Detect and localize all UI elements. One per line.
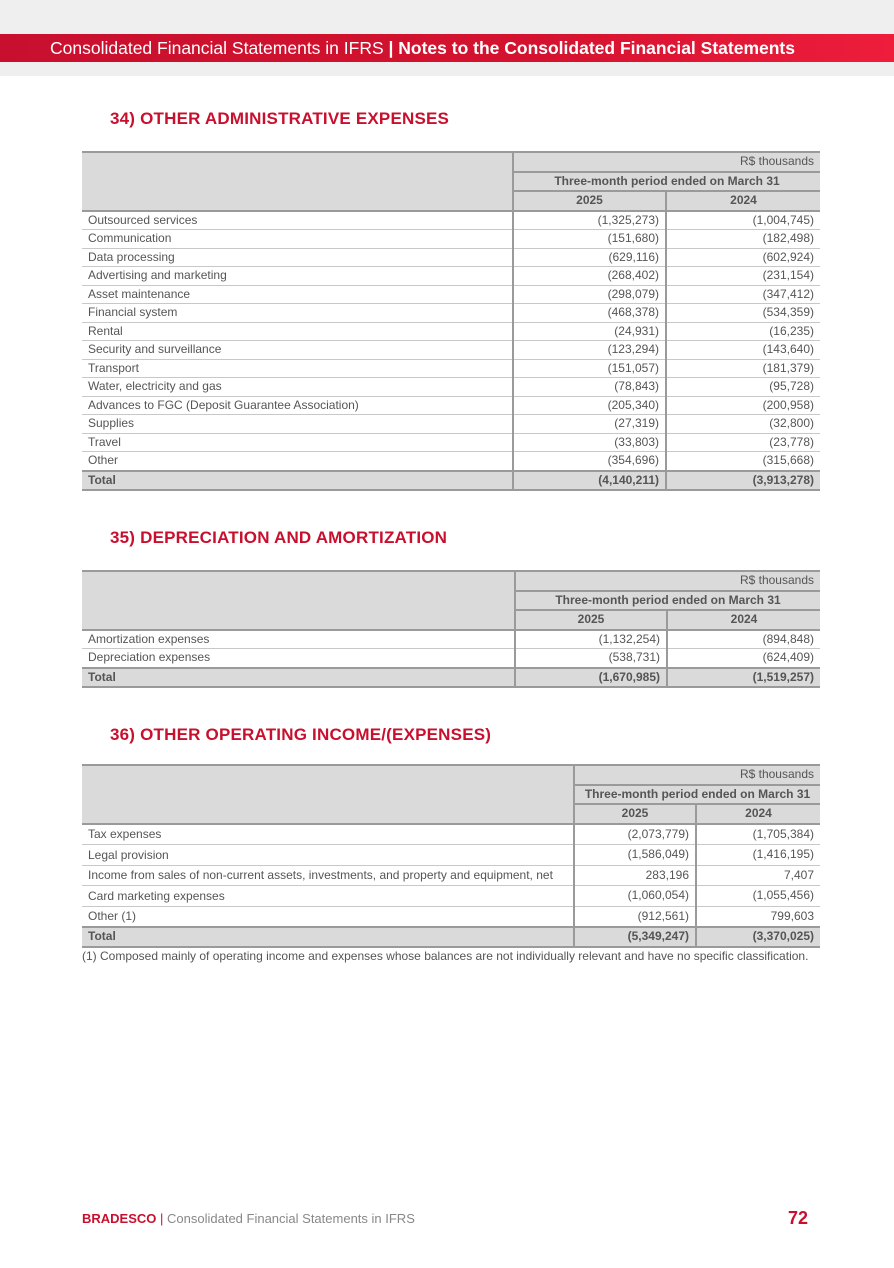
row-label: Income from sales of non-current assets, investments, and property and equipment, net xyxy=(82,865,574,886)
header-blank-cell xyxy=(82,765,574,824)
table-row xyxy=(82,630,820,649)
table-row xyxy=(82,845,820,866)
column-header-2025: 2025 xyxy=(515,610,667,630)
row-value-2025: (538,731) xyxy=(515,649,667,668)
total-value-2024: (3,370,025) xyxy=(696,927,820,947)
column-header-2025: 2025 xyxy=(574,804,696,824)
row-value-2024: (624,409) xyxy=(667,649,820,668)
row-value-2024: (1,055,456) xyxy=(696,886,820,907)
row-value-2025: (78,843) xyxy=(513,378,666,397)
unit-label: R$ thousands xyxy=(515,571,820,591)
row-value-2025: (24,931) xyxy=(513,322,666,341)
table-row xyxy=(82,415,820,434)
table-row xyxy=(82,433,820,452)
header-bar xyxy=(0,34,894,62)
total-value-2024: (3,913,278) xyxy=(666,471,820,491)
row-value-2024: (1,416,195) xyxy=(696,845,820,866)
note34-title: 34) OTHER ADMINISTRATIVE EXPENSES xyxy=(110,109,450,128)
row-value-2025: (2,073,779) xyxy=(574,824,696,845)
table-row xyxy=(82,341,820,360)
table-row xyxy=(82,824,820,845)
table-row xyxy=(82,211,820,230)
row-value-2025: (1,132,254) xyxy=(515,630,667,649)
row-label: Financial system xyxy=(82,304,513,323)
header-blank-cell xyxy=(82,152,513,211)
row-label: Outsourced services xyxy=(82,211,513,230)
row-label: Advertising and marketing xyxy=(82,267,513,286)
table-row xyxy=(82,304,820,323)
period-label: Three-month period ended on March 31 xyxy=(513,172,820,192)
row-label: Legal provision xyxy=(82,845,574,866)
note36-section xyxy=(82,764,820,964)
row-label: Advances to FGC (Deposit Guarantee Association) xyxy=(82,396,513,415)
column-header-2025: 2025 xyxy=(513,191,666,211)
row-value-2025: (1,325,273) xyxy=(513,211,666,230)
row-value-2024: (95,728) xyxy=(666,378,820,397)
row-value-2024: (534,359) xyxy=(666,304,820,323)
row-value-2025: (354,696) xyxy=(513,452,666,471)
row-value-2024: (16,235) xyxy=(666,322,820,341)
column-header-2024: 2024 xyxy=(696,804,820,824)
header-doc-title: Consolidated Financial Statements in IFRS xyxy=(50,38,384,58)
row-value-2024: (182,498) xyxy=(666,230,820,249)
note36-footnote: (1) Composed mainly of operating income and expenses whose balances are not individually relevant and have no specific classification. xyxy=(82,948,809,963)
row-value-2025: (629,116) xyxy=(513,248,666,267)
row-label: Rental xyxy=(82,322,513,341)
table-header-row xyxy=(82,152,820,172)
table-row xyxy=(82,649,820,668)
period-label: Three-month period ended on March 31 xyxy=(515,591,820,611)
row-label: Travel xyxy=(82,433,513,452)
row-label: Amortization expenses xyxy=(82,630,515,649)
row-label: Depreciation expenses xyxy=(82,649,515,668)
footer-separator: | xyxy=(156,1211,168,1226)
note36-title: 36) OTHER OPERATING INCOME/(EXPENSES) xyxy=(110,725,492,744)
row-value-2024: (32,800) xyxy=(666,415,820,434)
total-label: Total xyxy=(82,927,574,947)
row-value-2024: 7,407 xyxy=(696,865,820,886)
row-value-2025: (151,680) xyxy=(513,230,666,249)
total-value-2025: (4,140,211) xyxy=(513,471,666,491)
row-value-2024: (23,778) xyxy=(666,433,820,452)
column-header-2024: 2024 xyxy=(666,191,820,211)
table-row xyxy=(82,248,820,267)
row-value-2025: (27,319) xyxy=(513,415,666,434)
unit-label: R$ thousands xyxy=(513,152,820,172)
row-value-2024: (894,848) xyxy=(667,630,820,649)
note35-body xyxy=(82,571,820,687)
row-value-2024: (347,412) xyxy=(666,285,820,304)
row-value-2025: (298,079) xyxy=(513,285,666,304)
total-row xyxy=(82,927,820,947)
row-label: Tax expenses xyxy=(82,824,574,845)
row-value-2024: (1,705,384) xyxy=(696,824,820,845)
page-number: 72 xyxy=(787,1208,808,1228)
total-label: Total xyxy=(82,668,515,688)
row-value-2025: 283,196 xyxy=(574,865,696,886)
row-value-2025: (205,340) xyxy=(513,396,666,415)
header-section-title: Notes to the Consolidated Financial Statements xyxy=(398,38,795,58)
row-label: Asset maintenance xyxy=(82,285,513,304)
table-row xyxy=(82,906,820,927)
row-label: Card marketing expenses xyxy=(82,886,574,907)
total-label: Total xyxy=(82,471,513,491)
row-value-2025: (1,586,049) xyxy=(574,845,696,866)
row-label: Supplies xyxy=(82,415,513,434)
table-row xyxy=(82,267,820,286)
note34-body xyxy=(82,152,820,490)
row-value-2025: (33,803) xyxy=(513,433,666,452)
total-value-2024: (1,519,257) xyxy=(667,668,820,688)
table-row xyxy=(82,230,820,249)
row-value-2025: (123,294) xyxy=(513,341,666,360)
row-label: Transport xyxy=(82,359,513,378)
table-row xyxy=(82,378,820,397)
row-value-2024: (1,004,745) xyxy=(666,211,820,230)
note35-table xyxy=(82,570,820,688)
row-label: Other (1) xyxy=(82,906,574,927)
row-label: Water, electricity and gas xyxy=(82,378,513,397)
table-row xyxy=(82,396,820,415)
column-header-2024: 2024 xyxy=(667,610,820,630)
footer-brand-name: BRADESCO xyxy=(82,1211,157,1226)
table-row xyxy=(82,865,820,886)
note34-section xyxy=(82,151,820,491)
note34-table xyxy=(82,151,820,491)
total-row xyxy=(82,668,820,688)
table-row xyxy=(82,359,820,378)
row-value-2025: (912,561) xyxy=(574,906,696,927)
row-value-2024: (200,958) xyxy=(666,396,820,415)
total-value-2025: (1,670,985) xyxy=(515,668,667,688)
row-label: Communication xyxy=(82,230,513,249)
footer-doc-title: Consolidated Financial Statements in IFRS xyxy=(167,1211,415,1226)
row-value-2025: (151,057) xyxy=(513,359,666,378)
note35-section xyxy=(82,570,820,688)
table-header-row xyxy=(82,765,820,785)
row-value-2025: (468,378) xyxy=(513,304,666,323)
unit-label: R$ thousands xyxy=(574,765,820,785)
row-label: Other xyxy=(82,452,513,471)
total-row xyxy=(82,471,820,491)
header-blank-cell xyxy=(82,571,515,630)
header-separator: | xyxy=(383,38,399,58)
table-row xyxy=(82,285,820,304)
row-value-2024: (231,154) xyxy=(666,267,820,286)
row-label: Data processing xyxy=(82,248,513,267)
row-value-2024: (602,924) xyxy=(666,248,820,267)
row-value-2024: (181,379) xyxy=(666,359,820,378)
table-row xyxy=(82,322,820,341)
row-label: Security and surveillance xyxy=(82,341,513,360)
footer-brand xyxy=(82,1211,415,1226)
note36-body xyxy=(82,765,820,947)
row-value-2025: (268,402) xyxy=(513,267,666,286)
row-value-2025: (1,060,054) xyxy=(574,886,696,907)
row-value-2024: 799,603 xyxy=(696,906,820,927)
row-value-2024: (143,640) xyxy=(666,341,820,360)
note36-table xyxy=(82,764,820,948)
total-value-2025: (5,349,247) xyxy=(574,927,696,947)
row-value-2024: (315,668) xyxy=(666,452,820,471)
table-header-row xyxy=(82,571,820,591)
table-row xyxy=(82,886,820,907)
table-row xyxy=(82,452,820,471)
period-label: Three-month period ended on March 31 xyxy=(574,785,820,805)
note35-title: 35) DEPRECIATION AND AMORTIZATION xyxy=(110,528,448,547)
